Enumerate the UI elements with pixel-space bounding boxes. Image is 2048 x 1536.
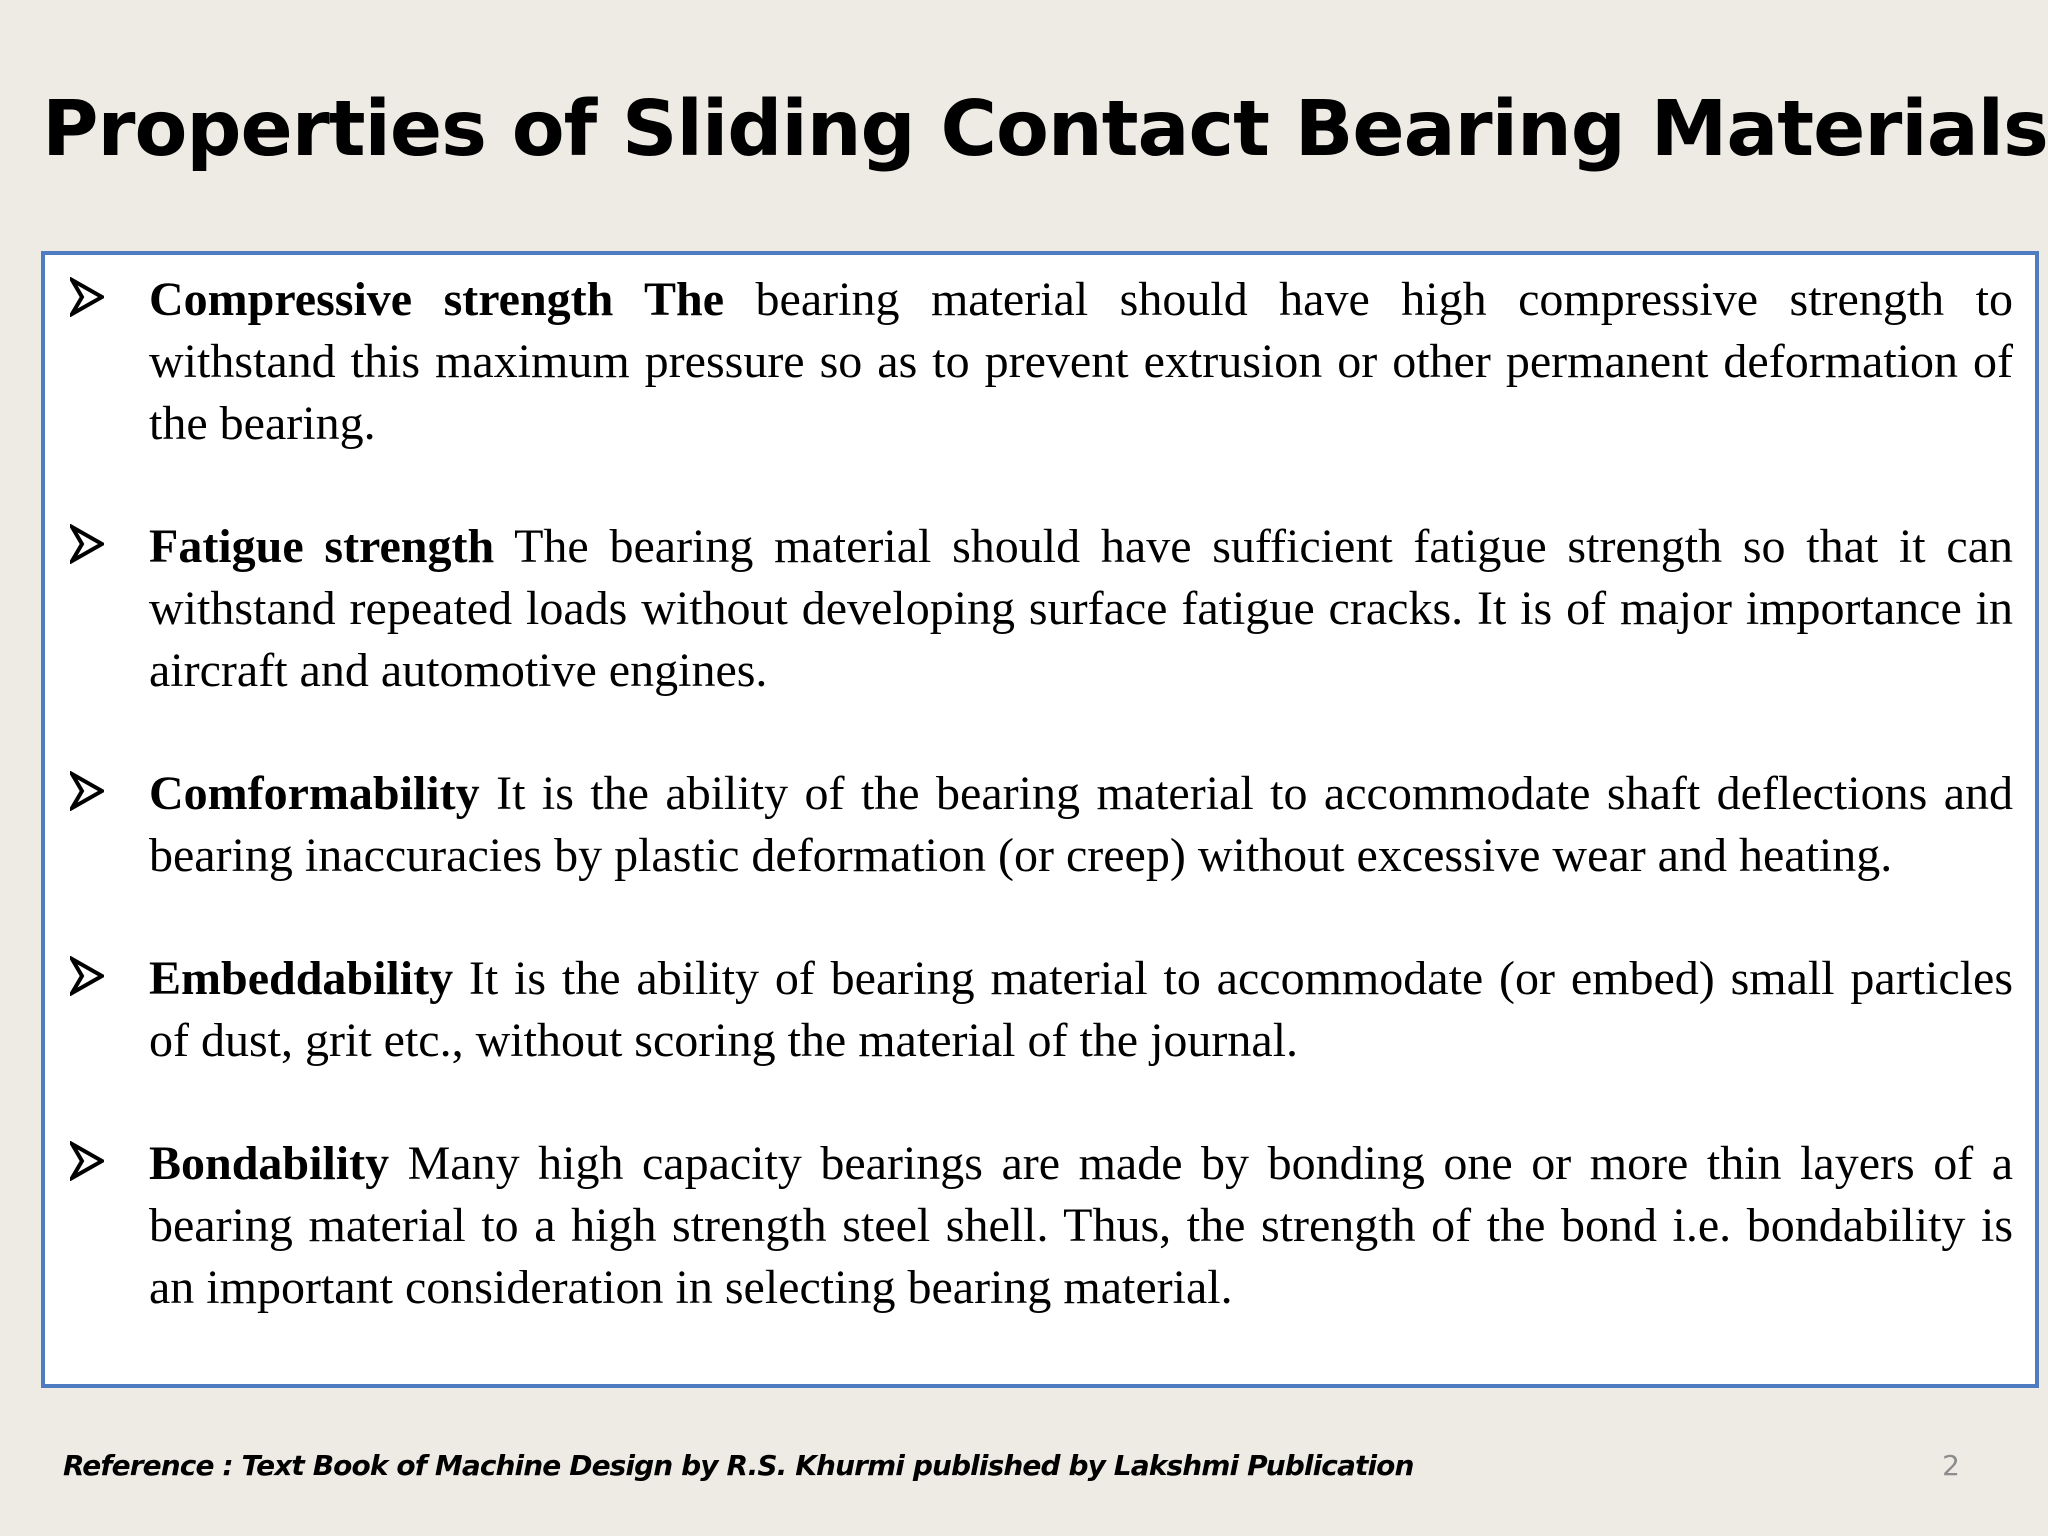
property-description: It is the ability of bearing material to accommodate (or embed) small particles of dust, grit etc., without scoring the material of the journal.: [149, 952, 2014, 1067]
property-item-embeddability: [63, 948, 2013, 1072]
property-item-fatigue-strength: [63, 516, 2013, 702]
arrowhead-bullet-icon: [70, 1141, 104, 1181]
arrowhead-bullet-icon: [70, 956, 104, 996]
arrowhead-bullet-icon: [70, 277, 104, 317]
property-term: Embeddability: [149, 952, 454, 1005]
page-number: 2: [1942, 1449, 1960, 1482]
property-item-comformability: [63, 763, 2013, 887]
property-term: Compressive strength The: [149, 273, 725, 326]
property-item-bondability: [63, 1133, 2013, 1319]
property-description: The bearing material should have sufficient fatigue strength so that it can withstand repeated loads without developing surface fatigue cracks. It is of major importance in aircraft and automotive engines.: [149, 520, 2014, 697]
properties-list-box: [41, 251, 2039, 1388]
property-term: Bondability: [149, 1137, 390, 1190]
property-description: bearing material should have high compressive strength to withstand this maximum pressure so as to prevent extrusion or other permanent deformation of the bearing.: [149, 273, 2014, 450]
arrowhead-bullet-icon: [70, 771, 104, 811]
arrowhead-bullet-icon: [70, 524, 104, 564]
property-item-compressive-strength: [63, 269, 2013, 455]
property-description: Many high capacity bearings are made by bonding one or more thin layers of a bearing material to a high strength steel shell. Thus, the strength of the bond i.e. bondability is an important consideration in selecting bearing material.: [149, 1137, 2013, 1314]
property-term: Comformability: [149, 767, 480, 820]
property-description: It is the ability of the bearing material to accommodate shaft deflections and bearing inaccuracies by plastic deformation (or creep) without excessive wear and heating.: [149, 767, 2014, 882]
property-term: Fatigue strength: [149, 520, 495, 573]
slide-title: Properties of Sliding Contact Bearing Materials: [42, 85, 2048, 174]
reference-footnote: Reference : Text Book of Machine Design by R.S. Khurmi published by Lakshmi Publication: [63, 1449, 1414, 1482]
